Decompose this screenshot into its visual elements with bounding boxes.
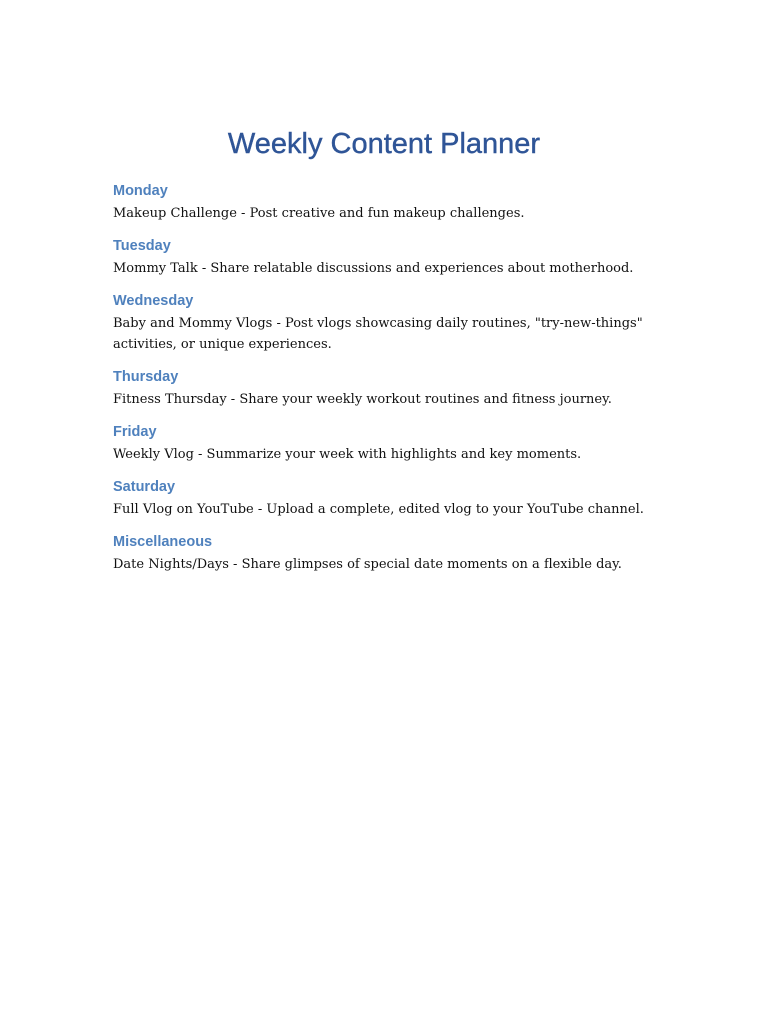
planner-entry-monday <box>113 182 655 224</box>
day-heading: Saturday <box>113 479 176 495</box>
planner-entry-wednesday <box>113 292 655 355</box>
day-heading: Thursday <box>113 369 179 385</box>
planner-entry-saturday <box>113 478 655 520</box>
day-heading: Friday <box>113 424 157 440</box>
day-description: Full Vlog on YouTube - Upload a complete, edited vlog to your YouTube channel. <box>113 502 644 517</box>
day-description: Baby and Mommy Vlogs - Post vlogs showcasing daily routines, "try-new-things" activities, or unique experiences. <box>113 316 643 352</box>
day-description: Weekly Vlog - Summarize your week with highlights and key moments. <box>113 447 582 462</box>
day-description: Mommy Talk - Share relatable discussions and experiences about motherhood. <box>113 261 634 276</box>
day-description: Date Nights/Days - Share glimpses of special date moments on a flexible day. <box>113 557 622 572</box>
document-title: Weekly Content Planner <box>227 128 541 160</box>
planner-entry-tuesday <box>113 237 655 279</box>
day-description: Fitness Thursday - Share your weekly workout routines and fitness journey. <box>113 392 612 407</box>
day-heading: Tuesday <box>113 238 171 254</box>
planner-entry-friday <box>113 423 655 465</box>
planner-entry-thursday <box>113 368 655 410</box>
day-heading: Monday <box>113 183 168 199</box>
day-description: Makeup Challenge - Post creative and fun makeup challenges. <box>113 206 525 221</box>
day-heading: Wednesday <box>113 293 194 309</box>
planner-entry-miscellaneous <box>113 533 655 575</box>
day-heading: Miscellaneous <box>113 534 213 550</box>
